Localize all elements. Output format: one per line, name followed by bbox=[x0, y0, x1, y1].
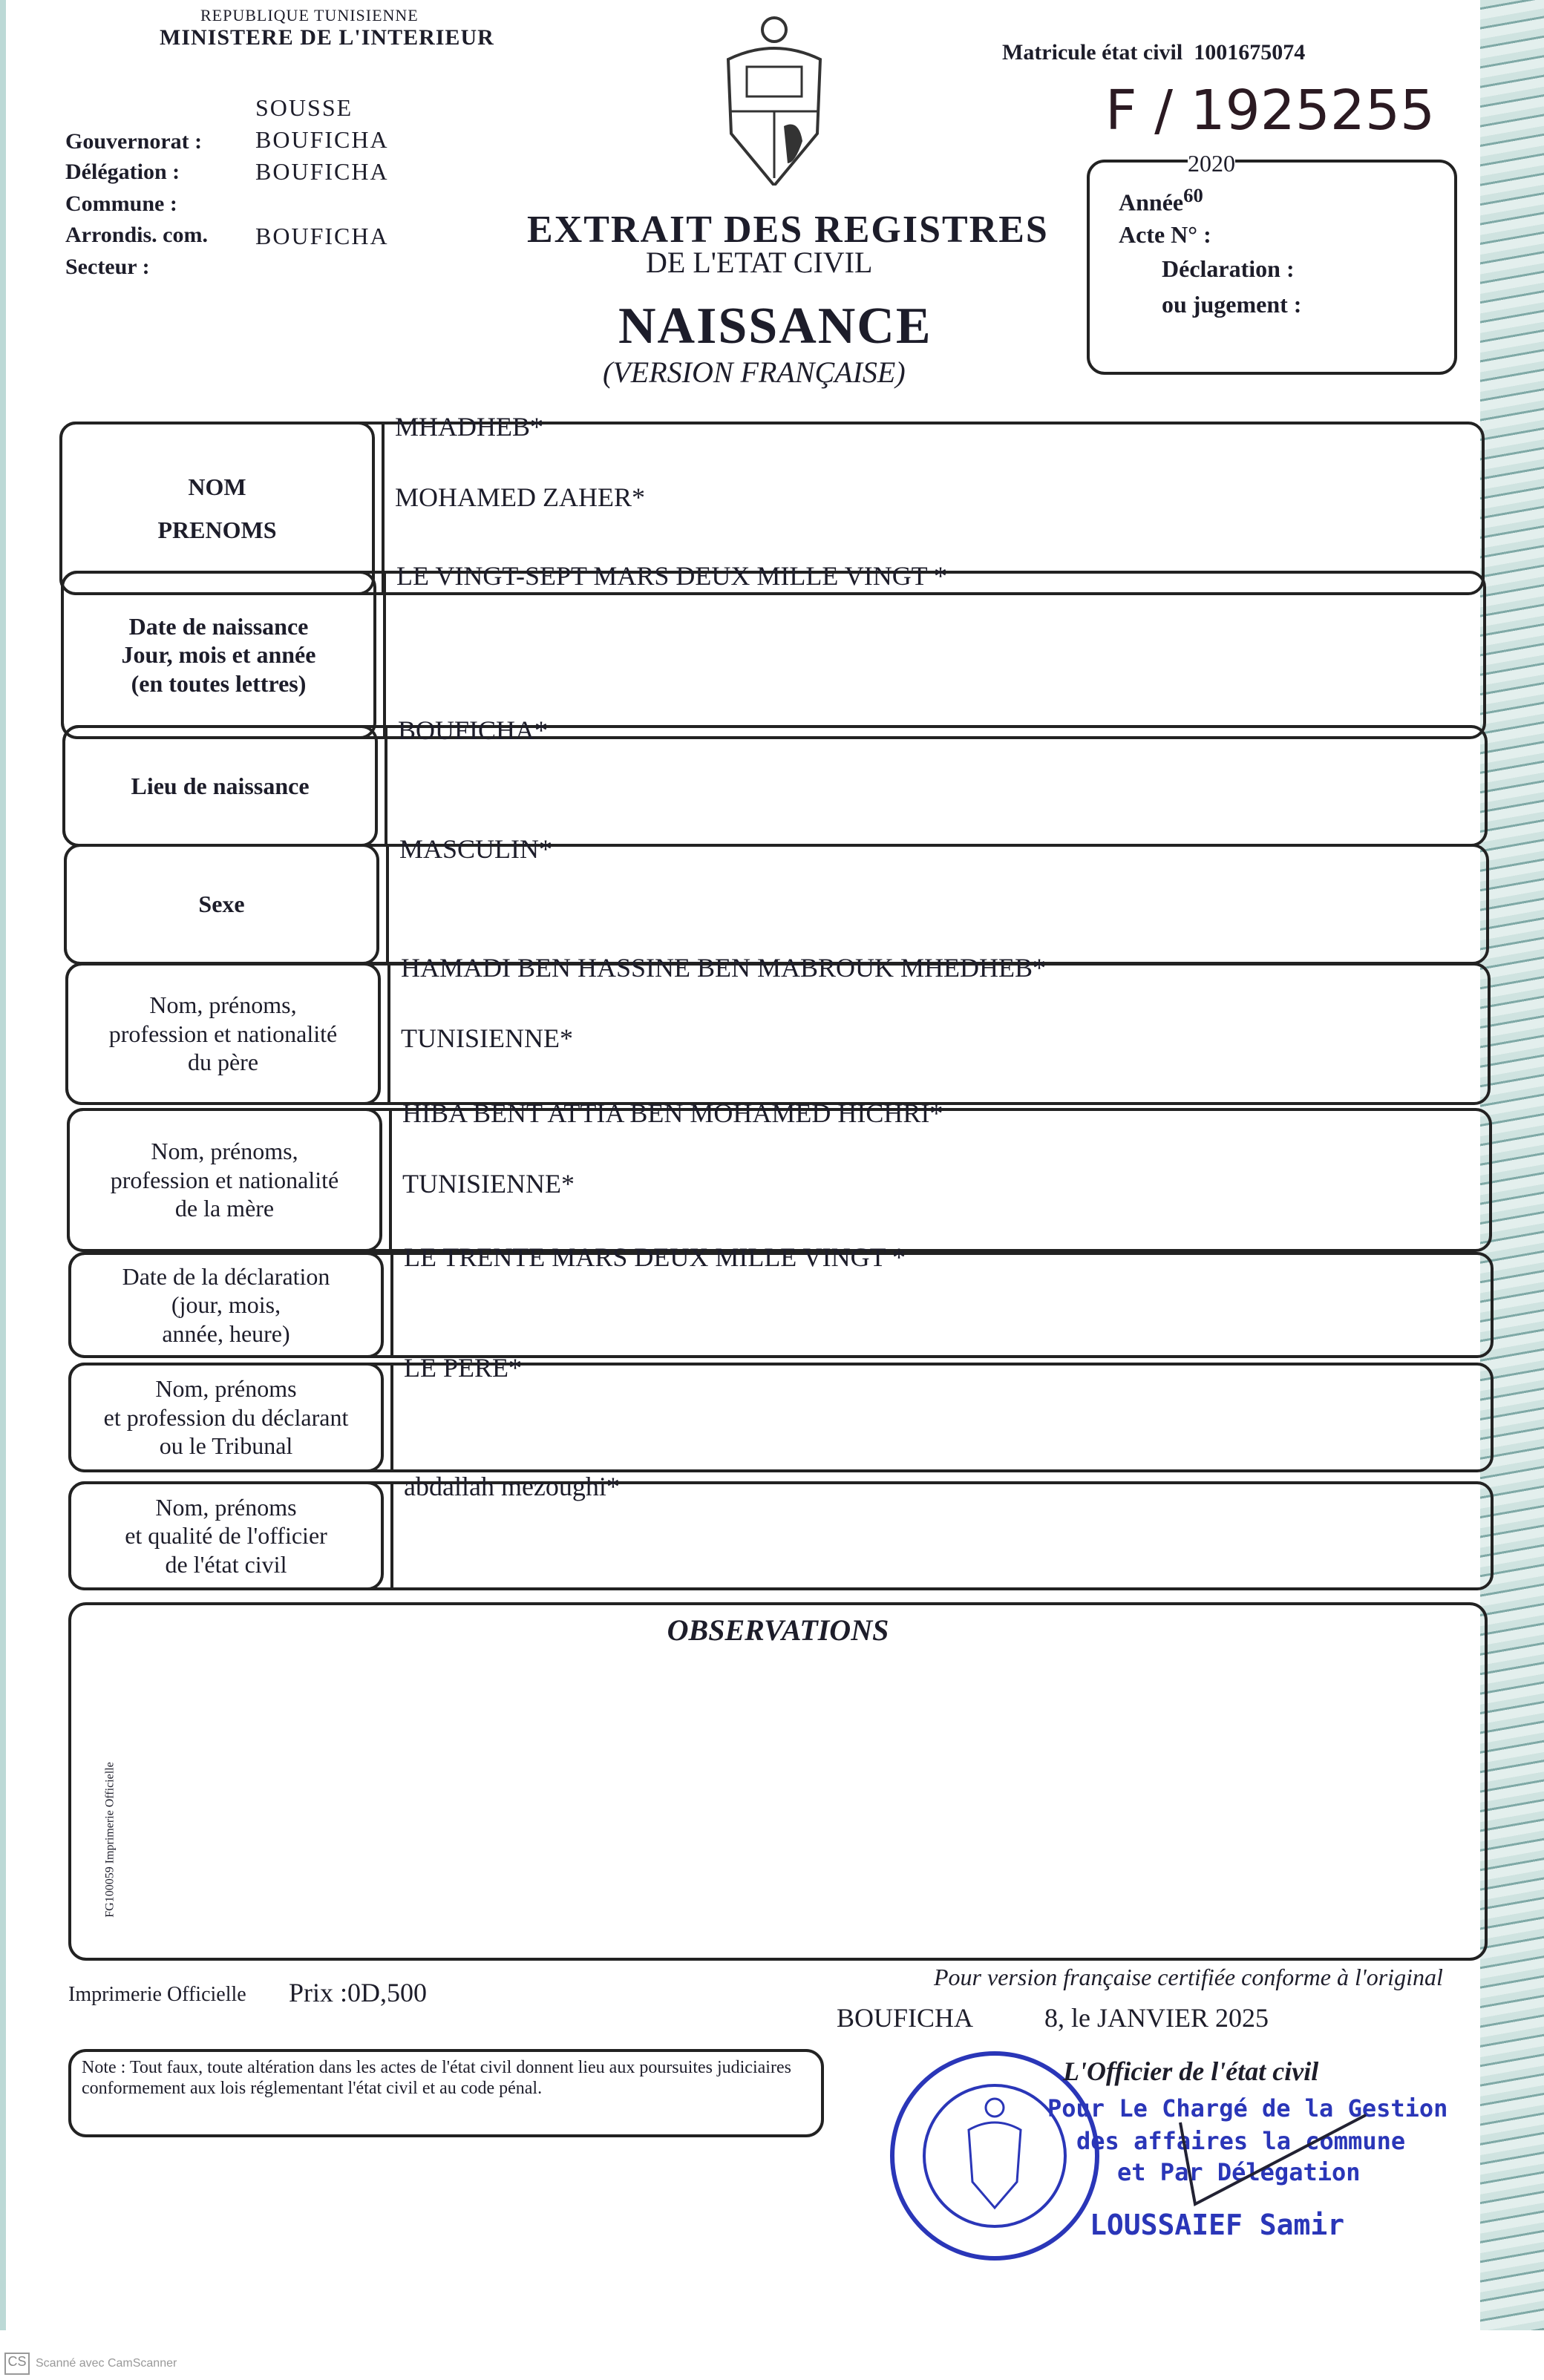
row-label-line: Date de naissance bbox=[128, 612, 309, 640]
row-label-line: PRENOMS bbox=[157, 517, 277, 543]
row-label-line: (jour, mois, bbox=[171, 1291, 281, 1319]
observations-label: OBSERVATIONS bbox=[667, 1613, 889, 1647]
register-row bbox=[67, 1098, 1492, 1252]
matricule-label: Matricule état civil 1001675074 bbox=[1002, 40, 1306, 65]
title-version: (VERSION FRANÇAISE) bbox=[603, 355, 906, 389]
register-row bbox=[65, 953, 1491, 1105]
row-label-line: de l'état civil bbox=[165, 1550, 287, 1578]
header-field-value: BOUFICHA bbox=[255, 223, 389, 249]
register-row bbox=[68, 1242, 1494, 1358]
register-row bbox=[61, 561, 1486, 739]
title-naissance: NAISSANCE bbox=[618, 298, 932, 355]
row-label-line: Sexe bbox=[198, 891, 245, 918]
row-label bbox=[68, 1363, 384, 1472]
printer-label: Imprimerie Officielle bbox=[68, 1983, 246, 2006]
row-label-line: de la mère bbox=[174, 1195, 275, 1222]
row-divider bbox=[389, 1111, 392, 1249]
row-label-line: du père bbox=[187, 1049, 259, 1076]
row-label-line: et qualité de l'officier bbox=[125, 1522, 327, 1550]
republic-label: REPUBLIQUE TUNISIENNE bbox=[200, 6, 419, 24]
matricule-value: 1001675074 bbox=[1194, 40, 1306, 65]
register-row bbox=[64, 834, 1489, 965]
row-label bbox=[61, 571, 376, 739]
stamp-line-2: des affaires la commune bbox=[1076, 2127, 1406, 2155]
title-extrait: EXTRAIT DES REGISTRES bbox=[527, 209, 1049, 251]
row-label-line: Nom, prénoms bbox=[155, 1375, 297, 1403]
row-label bbox=[68, 1252, 384, 1358]
camscanner-logo-icon: CS bbox=[4, 2353, 30, 2375]
row-label-line: Jour, mois et année bbox=[121, 641, 316, 669]
acte-label: Acte N° : bbox=[1119, 221, 1211, 248]
row-label bbox=[68, 1481, 384, 1590]
register-row bbox=[62, 715, 1488, 847]
annee-label: Année bbox=[1119, 189, 1184, 216]
certified-label: Pour version française certifiée conforme à l'original bbox=[934, 1964, 1443, 1990]
annee-value: 60 bbox=[1183, 184, 1203, 206]
row-label-line: profession et nationalité bbox=[108, 1020, 338, 1047]
stamp-line-1: Pour Le Chargé de la Gestion bbox=[1047, 2094, 1448, 2122]
row-label-line: Date de la déclaration bbox=[122, 1262, 330, 1290]
row-divider bbox=[382, 424, 385, 592]
row-value: MHADHEB* bbox=[395, 412, 544, 442]
row-label bbox=[67, 1108, 382, 1252]
header-field-value: BOUFICHA bbox=[255, 126, 389, 153]
row-divider bbox=[387, 966, 390, 1102]
row-divider bbox=[383, 574, 386, 736]
row-divider bbox=[390, 1484, 393, 1587]
row-value: HIBA BENT ATTIA BEN MOHAMED HICHRI* bbox=[402, 1098, 943, 1128]
declaration-label: Déclaration : bbox=[1162, 255, 1295, 282]
row-divider bbox=[390, 1366, 393, 1469]
register-row bbox=[68, 1353, 1494, 1472]
header-field-label: Commune : bbox=[65, 191, 177, 216]
row-value: LE VINGT-SEPT MARS DEUX MILLE VINGT * bbox=[396, 561, 948, 591]
tunisia-emblem-icon bbox=[713, 7, 835, 186]
row-label-line: Nom, prénoms, bbox=[151, 1138, 298, 1165]
row-label-line: et profession du déclarant bbox=[103, 1403, 349, 1431]
row-value: abdallah mezoughi* bbox=[404, 1472, 620, 1501]
signer-name: LOUSSAIEF Samir bbox=[1090, 2209, 1345, 2241]
row-label-line: ou le Tribunal bbox=[159, 1432, 293, 1460]
row-label-line: Lieu de naissance bbox=[131, 772, 310, 799]
guilloche-border-left bbox=[0, 0, 6, 2330]
register-row bbox=[68, 1472, 1494, 1590]
row-label-line: Nom, prénoms, bbox=[149, 991, 297, 1019]
row-divider bbox=[385, 728, 387, 844]
row-divider bbox=[386, 847, 389, 962]
row-value: MOHAMED ZAHER* bbox=[395, 482, 645, 512]
row-label bbox=[62, 725, 378, 847]
row-value: BOUFICHA* bbox=[398, 715, 549, 745]
ministry-label: MINISTERE DE L'INTERIEUR bbox=[160, 25, 494, 50]
row-label bbox=[64, 844, 379, 965]
header-field-label: Délégation : bbox=[65, 160, 180, 184]
header-field-label: Gouvernorat : bbox=[65, 129, 203, 154]
price-label: Prix :0D,500 bbox=[289, 1978, 428, 2007]
row-label-line: année, heure) bbox=[162, 1320, 290, 1347]
serial-number: F / 1925255 bbox=[1105, 79, 1436, 142]
row-value: LE PERE* bbox=[404, 1353, 522, 1383]
row-label-line: profession et nationalité bbox=[110, 1166, 339, 1193]
date-label: 8, le JANVIER 2025 bbox=[1044, 2003, 1269, 2033]
header-field-value: BOUFICHA bbox=[255, 158, 389, 185]
observations-box bbox=[68, 1602, 1488, 1961]
row-label-line: (en toutes lettres) bbox=[131, 669, 307, 697]
row-divider bbox=[390, 1255, 393, 1355]
camscanner-label: Scanné avec CamScanner bbox=[36, 2357, 177, 2370]
row-value: HAMADI BEN HASSINE BEN MABROUK MHEDHEB* bbox=[401, 953, 1047, 983]
side-print-code: FG100059 Imprimerie Officielle bbox=[103, 1762, 117, 1918]
header-field-label: Secteur : bbox=[65, 255, 150, 279]
stamp-line-3: et Par Délegation bbox=[1117, 2158, 1361, 2186]
header-field-value: SOUSSE bbox=[255, 94, 353, 121]
row-label-line: Nom, prénoms bbox=[155, 1493, 297, 1521]
place-label: BOUFICHA bbox=[837, 2003, 974, 2033]
signature-icon bbox=[1173, 2100, 1373, 2219]
jugement-label: ou jugement : bbox=[1162, 291, 1302, 318]
row-value: MASCULIN* bbox=[399, 834, 553, 864]
row-value: LE TRENTE MARS DEUX MILLE VINGT * bbox=[404, 1242, 906, 1272]
officer-title: L'Officier de l'état civil bbox=[1063, 2056, 1319, 2086]
title-etat-civil: DE L'ETAT CIVIL bbox=[646, 246, 873, 279]
row-label bbox=[65, 963, 381, 1105]
row-label bbox=[59, 422, 375, 595]
header-field-label: Arrondis. com. bbox=[65, 223, 208, 247]
row-label-line: NOM bbox=[188, 473, 246, 500]
row-value: TUNISIENNE* bbox=[402, 1169, 575, 1199]
year-value: 2020 bbox=[1188, 150, 1235, 177]
row-value: TUNISIENNE* bbox=[401, 1023, 573, 1053]
legal-note: Note : Tout faux, toute altération dans les actes de l'état civil donnent lieu aux poursuites judiciaires conformement aux lois réglementant l'état civil et au code pénal. bbox=[68, 2049, 824, 2137]
